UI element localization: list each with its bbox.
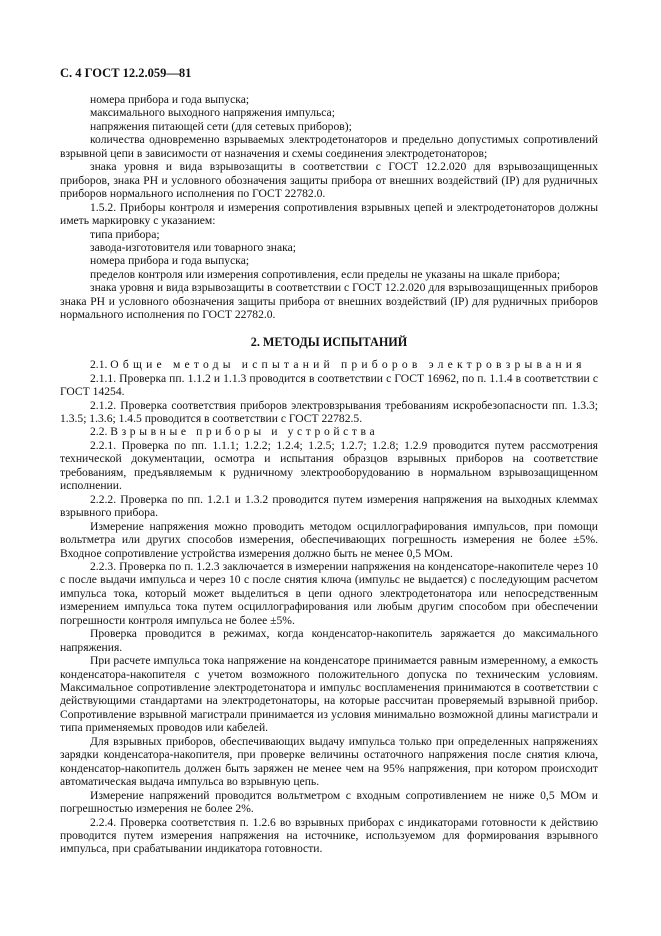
subsection-number: 2.2. <box>90 425 108 439</box>
paragraph: Измерение напряжения можно проводить методом осциллографирования импульсов, при помощи вольтметра или других способов измерения, обеспечивающих погрешность измерения не более ±5%. Входное сопротивление устройства измерения должно быть не менее 0,5 МОм. <box>60 519 598 560</box>
marking-list <box>60 93 598 322</box>
paragraph: 2.2.4. Проверка соответствия п. 1.2.6 во взрывных приборах с индикаторами готовности к действию проводится путем измерения напряжения на источнике, используемом для формирования взрывного импульса, при срабатывании индикатора готовности. <box>60 815 598 856</box>
paragraph: Измерение напряжений проводится вольтметром с входным сопротивлением не ниже 0,5 МОм и погрешностью измерения не более 2%. <box>60 788 598 816</box>
paragraph: 1.5.2. Приборы контроля и измерения сопротивления взрывных цепей и электродетонаторов должны иметь маркировку с указанием: <box>60 200 598 228</box>
paragraph: типа прибора; <box>90 227 160 241</box>
paragraph: 2.2.2. Проверка по пп. 1.2.1 и 1.3.2 проводится путем измерения напряжения на выходных клеммах взрывного прибора. <box>60 492 598 520</box>
section-title: 2. МЕТОДЫ ИСПЫТАНИЙ <box>250 334 408 349</box>
paragraph: Для взрывных приборов, обеспечивающих выдачу импульса только при определенных напряжениях зарядки конденсатора-накопителя, при проверке величины остаточного напряжения после снятия ключа, конденсатор-накопитель должен быть заряжен не менее чем на 95% напряжения, при котором происходит автоматическая выдача импульса во взрывную цепь. <box>60 734 598 789</box>
paragraph: знака уровня и вида взрывозащиты в соответствии с ГОСТ 12.2.020 для взрывозащищенных приборов знака РН и условного обозначения защиты прибора от внешних воздействий (IP) для рудничных приборов нормального исполнения по ГОСТ 22782.0. <box>60 281 598 322</box>
paragraph: напряжения питающей сети (для сетевых приборов); <box>90 119 352 133</box>
document-body <box>60 93 598 856</box>
paragraph: знака уровня и вида взрывозащиты в соответствии с ГОСТ 12.2.020 для взрывозащищенных приборов, знака РН и условного обозначения защиты прибора от внешних воздействий (IP) для рудничных приборов нормального исполнения по ГОСТ 22782.0. <box>60 160 598 201</box>
paragraph: завода-изготовителя или товарного знака; <box>90 240 296 254</box>
paragraph: 2.1.2. Проверка соответствия приборов электровзрывания требованиям искробезопасности пп. 1.3.3; 1.3.5; 1.3.6; 1.4.5 проводится в соответствии с ГОСТ 22782.5. <box>60 398 598 425</box>
subsection-title: Взрывные приборы и устройства <box>110 425 379 439</box>
paragraph: 2.1.1. Проверка пп. 1.1.2 и 1.1.3 проводится в соответствии с ГОСТ 16962, по п. 1.1.4 в соответствии с ГОСТ 14254. <box>60 371 598 399</box>
paragraph: 2.2.3. Проверка по п. 1.2.3 заключается в измерении напряжения на конденсаторе-накопителе через 10 с после выдачи импульса и через 10 с после снятия ключа (импульс не выдается) с последующим расчетом импульса тока, который может выделиться в цепи одного электродетонатора или непосредственным измерением импульса тока путем осциллографирования или любым другим способом при обеспечении погрешности контроля импульса не более ±5%. <box>60 559 598 627</box>
paragraph: номера прибора и года выпуска; <box>90 93 250 106</box>
subsection-title: Общие методы испытаний приборов электровзрывания <box>110 358 586 372</box>
paragraph: количества одновременно взрываемых электродетонаторов и предельно допустимых сопротивлений взрывной цепи в зависимости от назначения и схемы соединения электродетонаторов; <box>60 133 598 160</box>
subsection-heading-2-2 <box>60 425 598 438</box>
paragraph: номера прибора и года выпуска; <box>90 254 250 268</box>
subsection-number: 2.1. <box>90 358 108 372</box>
paragraph: 2.2.1. Проверка по пп. 1.1.1; 1.2.2; 1.2.4; 1.2.5; 1.2.7; 1.2.8; 1.2.9 проводится путем рассмотрения технической документации, осмотра и испытания образцов взрывных приборов на соответствие требованиям, предъявляемым к рудничному электрооборудованию в нормальном взрывозащищенном исполнении. <box>60 438 598 493</box>
page-header: С. 4 ГОСТ 12.2.059—81 <box>60 66 192 80</box>
paragraph: Проверка проводится в режимах, когда конденсатор-накопитель заряжается до максимального напряжения. <box>60 627 598 654</box>
paragraph: максимального выходного напряжения импульса; <box>90 106 335 120</box>
subsection-heading-2-1 <box>60 358 598 371</box>
paragraph: При расчете импульса тока напряжение на конденсаторе принимается равным измеренному, а емкость конденсатора-накопителя с учетом возможного положительного допуска по техническим условиям. Максимальное сопротивление электродетонатора и импульс воспламенения принимаются в соответствии с действующими стандартами на электродетонаторы, на которые рассчитан проверяемый взрывной прибор. Сопротивление взрывной магистрали принимается из условия минимально возможной длины магистрали и типа применяемых проводов или кабелей. <box>60 654 598 735</box>
paragraph: пределов контроля или измерения сопротивления, если пределы не указаны на шкале прибора; <box>90 267 561 281</box>
